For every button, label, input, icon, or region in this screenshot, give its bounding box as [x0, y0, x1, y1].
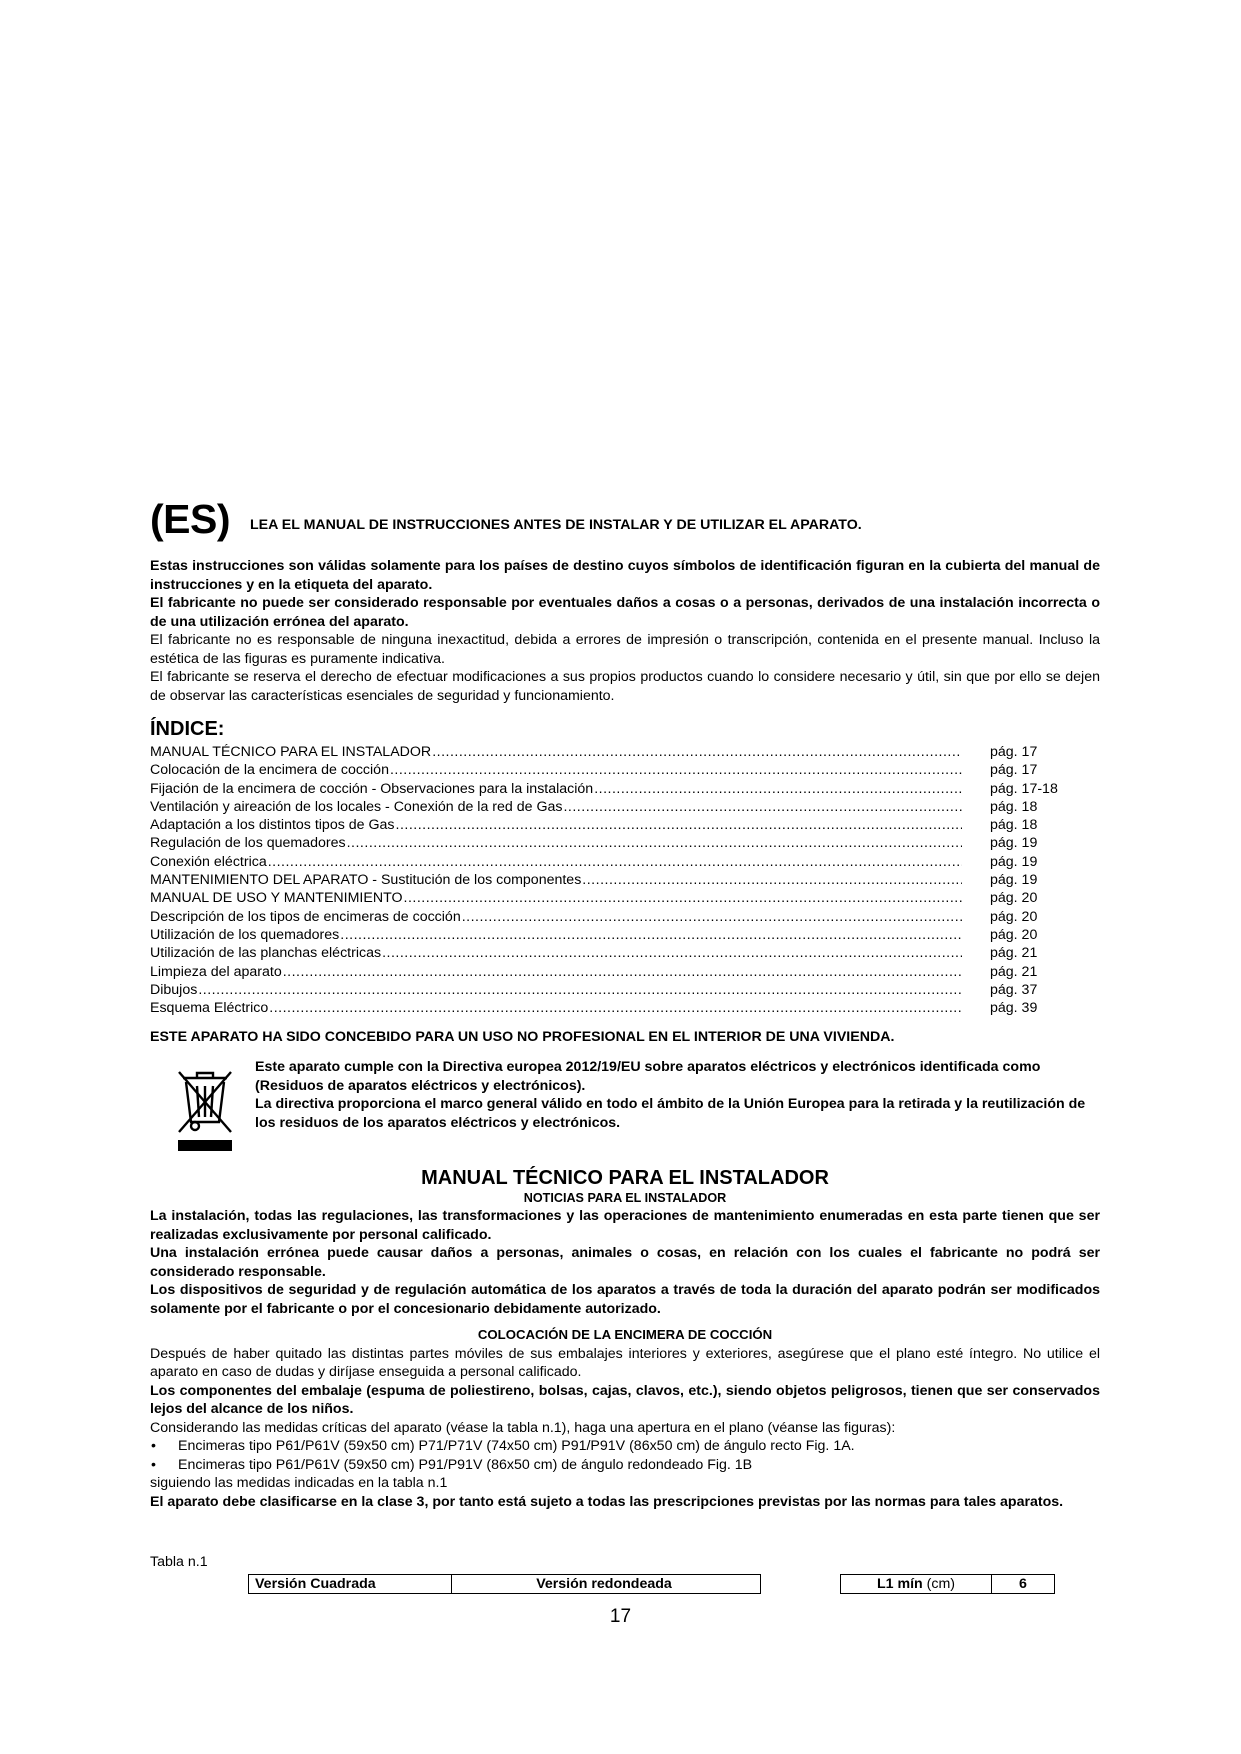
index-entry	[150, 999, 1100, 1017]
dot-leader	[396, 816, 963, 834]
index-entry	[150, 743, 1100, 761]
intro-paragraph: El fabricante se reserva el derecho de efectuar modificaciones a sus propios productos cuando lo considere necesario y útil, sin que por ello se dejen de observar las características esenciales de seguridad y funcionamiento.	[150, 669, 1100, 704]
index-entry	[150, 908, 1100, 926]
index-list	[150, 743, 1100, 1017]
dot-leader	[390, 761, 962, 779]
index-entry-page: pág. 17	[990, 744, 1038, 760]
index-entry-label: MANTENIMIENTO DEL APARATO - Sustitución de los componentes	[150, 872, 582, 889]
language-code: (ES)	[150, 496, 230, 542]
dot-leader	[594, 780, 962, 798]
index-leader	[150, 871, 962, 889]
index-entry-label: Dibujos	[150, 981, 198, 998]
index-entry-page: pág. 37	[990, 981, 1038, 998]
table-value-cell: 6	[992, 1574, 1055, 1594]
index-leader	[150, 926, 962, 944]
dot-leader	[198, 981, 962, 999]
section-title: MANUAL TÉCNICO PARA EL INSTALADOR	[421, 1167, 829, 1189]
intro-paragraph: Estas instrucciones son válidas solamente para los países de destino cuyos símbolos de identificación figuran en la cubierta del manual de instrucciones y en la etiqueta del aparato.	[150, 558, 1100, 593]
index-entry	[150, 816, 1100, 834]
weee-section	[150, 1058, 1100, 1154]
index-entry-label: Colocación de la encimera de cocción	[150, 762, 389, 779]
index-leader	[150, 944, 962, 962]
dot-leader	[283, 963, 962, 981]
intro-section	[150, 557, 1100, 705]
placement-paragraph: Los componentes del embalaje (espuma de poliestireno, bolsas, cajas, clavos, etc.), siendo objetos peligrosos, tienen que ser conservados lejos del alcance de los niños.	[150, 1382, 1100, 1417]
index-entry	[150, 963, 1100, 981]
index-entry-label: MANUAL DE USO Y MANTENIMIENTO	[150, 890, 403, 907]
usage-notice: ESTE APARATO HA SIDO CONCEBIDO PARA UN USO NO PROFESIONAL EN EL INTERIOR DE UNA VIVIENDA.	[150, 1029, 895, 1045]
dot-leader	[404, 889, 962, 907]
index-entry-label: Adaptación a los distintos tipos de Gas	[150, 817, 395, 834]
page-header	[150, 496, 1100, 546]
table-caption: Tabla n.1	[150, 1554, 208, 1570]
index-entry	[150, 780, 1100, 798]
index-leader	[150, 999, 962, 1017]
subsection-heading: COLOCACIÓN DE LA ENCIMERA DE COCCIÓN	[477, 1327, 773, 1342]
index-entry	[150, 761, 1100, 779]
index-entry-page: pág. 20	[990, 908, 1038, 925]
installer-paragraph: Los dispositivos de seguridad y de regulación automática de los aparatos a través de toda la duración del aparato podrán ser modificados solamente por el fabricante o por el concesionario debidamente autorizado.	[150, 1282, 1100, 1317]
crossed-out-wheelie-bin-icon	[175, 1062, 235, 1152]
installer-paragraph: Una instalación errónea puede causar daños a personas, animales o cosas, en relación con los cuales el fabricante no podrá ser considerado responsable.	[150, 1245, 1100, 1280]
header-warning: LEA EL MANUAL DE INSTRUCCIONES ANTES DE INSTALAR Y DE UTILIZAR EL APARATO.	[250, 517, 862, 533]
table-header-cell: Versión Cuadrada	[248, 1574, 452, 1594]
table-of-contents	[150, 717, 1100, 1017]
index-entry-label: Utilización de las planchas eléctricas	[150, 945, 382, 962]
list-item: • Encimeras tipo P61/P61V (59x50 cm) P91/P91V (86x50 cm) de ángulo redondeado Fig. 1B	[150, 1456, 1100, 1475]
index-entry-page: pág. 17	[990, 762, 1038, 779]
installer-paragraph: La instalación, todas las regulaciones, las transformaciones y las operaciones de mantenimiento enumeradas en esta parte tienen que ser realizadas exclusivamente por personal calificado.	[150, 1208, 1100, 1243]
hob-type-list	[150, 1437, 1100, 1474]
intro-paragraph: El fabricante no puede ser considerado responsable por eventuales daños a cosas o a personas, derivados de una instalación incorrecta o de una utilización errónea del aparato.	[150, 595, 1100, 630]
index-entry-page: pág. 19	[990, 853, 1038, 870]
dot-leader	[340, 926, 962, 944]
index-entry-page: pág. 20	[990, 890, 1038, 907]
index-entry-label: Fijación de la encimera de cocción - Observaciones para la instalación	[150, 780, 594, 797]
dot-leader	[382, 944, 962, 962]
index-entry-page: pág. 18	[990, 817, 1038, 834]
dot-leader	[432, 743, 962, 761]
index-entry-label: Esquema Eléctrico	[150, 1000, 269, 1017]
index-entry-page: pág. 21	[990, 963, 1038, 980]
dot-leader	[462, 908, 962, 926]
placement-paragraph: El aparato debe clasificarse en la clase 3, por tanto está sujeto a todas las prescripciones previstas por las normas para tales aparatos.	[150, 1493, 1064, 1510]
weee-text	[255, 1058, 1100, 1132]
table-header-cell	[840, 1574, 992, 1594]
index-entry-label: Utilización de los quemadores	[150, 926, 340, 943]
index-leader	[150, 834, 962, 852]
index-leader	[150, 798, 962, 816]
weee-paragraph: Este aparato cumple con la Directiva europea 2012/19/EU sobre aparatos eléctricos y electrónicos identificada como (Residuos de aparatos eléctricos y electrónicos).	[255, 1059, 1041, 1094]
index-leader	[150, 780, 962, 798]
index-entry-page: pág. 19	[990, 835, 1038, 852]
index-leader	[150, 853, 962, 871]
subsection-heading: NOTICIAS PARA EL INSTALADOR	[523, 1191, 727, 1205]
dot-leader	[347, 834, 962, 852]
index-entry-page: pág. 20	[990, 926, 1038, 943]
dot-leader	[269, 999, 962, 1017]
index-entry-label: Limpieza del aparato	[150, 963, 282, 980]
index-entry	[150, 871, 1100, 889]
index-entry	[150, 981, 1100, 999]
index-entry	[150, 944, 1100, 962]
dimensions-table	[248, 1574, 1068, 1594]
index-entry-label: Ventilación y aireación de los locales - Conexión de la red de Gas	[150, 798, 563, 815]
index-leader	[150, 963, 962, 981]
weee-paragraph: La directiva proporciona el marco general válido en todo el ámbito de la Unión Europea para la retirada y la reutilización de los residuos de los aparatos eléctricos y electrónicos.	[255, 1096, 1086, 1131]
index-leader	[150, 889, 962, 907]
placement-paragraph: Considerando las medidas críticas del aparato (véase la tabla n.1), haga una apertura en el plano (véanse las figuras):	[150, 1419, 896, 1436]
index-leader	[150, 908, 962, 926]
intro-paragraph: El fabricante no es responsable de ninguna inexactitud, debida a errores de impresión o transcripción, contenida en el presente manual. Incluso la estética de las figuras es puramente indicativa.	[150, 632, 1100, 667]
index-entry	[150, 926, 1100, 944]
index-entry	[150, 853, 1100, 871]
table-header-cell: Versión redondeada	[448, 1574, 761, 1594]
index-entry-label: Conexión eléctrica	[150, 853, 267, 870]
index-entry	[150, 834, 1100, 852]
index-entry-label: MANUAL TÉCNICO PARA EL INSTALADOR	[150, 744, 432, 760]
dot-leader	[563, 798, 962, 816]
index-title: ÍNDICE:	[150, 718, 225, 740]
index-entry-page: pág. 21	[990, 945, 1038, 962]
l1-label: L1 mín	[876, 1576, 923, 1592]
index-leader	[150, 761, 962, 779]
installer-manual-section	[150, 1166, 1100, 1511]
index-entry-label: Regulación de los quemadores	[150, 835, 346, 852]
index-leader	[150, 816, 962, 834]
list-item: • Encimeras tipo P61/P61V (59x50 cm) P71/P71V (74x50 cm) P91/P91V (86x50 cm) de ángulo recto Fig. 1A.	[150, 1437, 1100, 1456]
index-entry-page: pág. 19	[990, 872, 1038, 889]
placement-paragraph: Después de haber quitado las distintas partes móviles de sus embalajes interiores y exteriores, asegúrese que el plano esté íntegro. No utilice el aparato en caso de dudas y diríjase enseguida a personal calificado.	[150, 1345, 1100, 1380]
index-entry-page: pág. 17-18	[990, 780, 1058, 797]
l1-unit: (cm)	[926, 1576, 956, 1592]
index-entry-label: Descripción de los tipos de encimeras de cocción	[150, 908, 461, 925]
index-leader	[150, 981, 962, 999]
page-number: 17	[609, 1606, 632, 1627]
index-leader	[150, 743, 962, 761]
dot-leader	[582, 871, 962, 889]
index-entry-page: pág. 18	[990, 798, 1038, 815]
dot-leader	[268, 853, 962, 871]
placement-paragraph: siguiendo las medidas indicadas en la tabla n.1	[150, 1475, 448, 1491]
index-entry	[150, 798, 1100, 816]
index-entry	[150, 889, 1100, 907]
index-entry-page: pág. 39	[990, 1000, 1038, 1017]
